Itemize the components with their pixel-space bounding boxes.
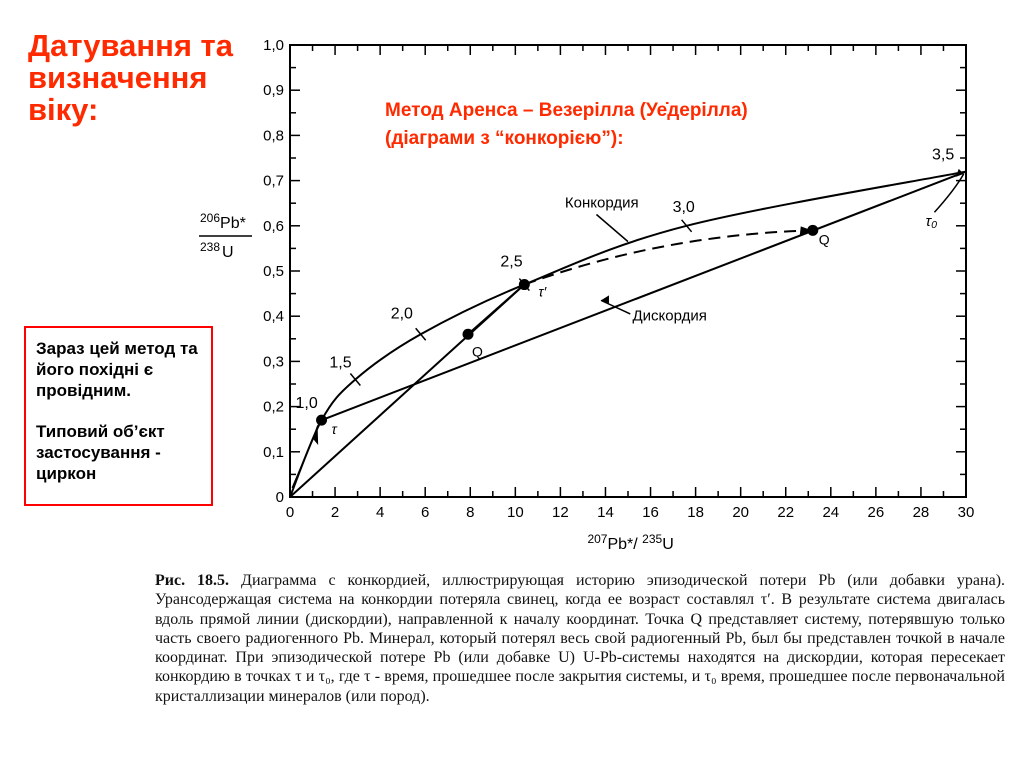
figure-caption	[155, 571, 1005, 706]
y-tick-label: 0,4	[263, 308, 284, 326]
y-tick-label: 0,6	[263, 217, 284, 235]
point-label: τ′	[538, 283, 547, 300]
age-tick-label: 2,5	[500, 253, 523, 271]
data-point	[463, 329, 474, 340]
chart-annotation: τ₀	[925, 212, 938, 230]
tau-pointer	[292, 429, 317, 488]
data-point	[519, 279, 530, 290]
x-tick-label: 24	[822, 504, 840, 521]
y-axis-label-denominator: $^{238}$ U	[200, 240, 234, 261]
method-line-2: (діаграми з “конкорією”):	[385, 128, 624, 149]
y-tick-label: 1,0	[263, 37, 284, 54]
x-tick-label: 30	[957, 504, 975, 521]
age-tick-label: 1,5	[329, 354, 352, 372]
y-tick-label: 0,1	[263, 443, 284, 461]
chart-annotation: Дискордия	[632, 307, 707, 325]
x-tick-label: 16	[642, 504, 659, 521]
x-tick-label: 0	[285, 504, 295, 521]
x-tick-label: 6	[421, 504, 430, 521]
x-tick-label: 22	[777, 504, 795, 521]
data-point	[316, 415, 327, 426]
series-line	[322, 172, 966, 421]
age-tick-label: 3,5	[932, 146, 955, 164]
method-line-1: Метод Аренса – Везерілла (Уе̇дерілла)	[385, 100, 748, 121]
caption-text: Диаграмма с конкордией, иллюстрирующая историю эпизодической потери Pb (или добавки урана). Урансодержащая система на конкордии потеряла свинец, когда ее возраст составлял τ′. В результате система двигалась вдоль прямой линии (дискордии), направленной к началу координат. Точка Q представляет систему, потерявшую только часть своего радиогенного Pb. Минерал, который потерял весь свой радиогенный Pb, был бы представлен точкой в начале координат. При эпизодической потере Pb (или добавке U) U-Pb-системы находятся на дискордии, которая пересекает конкордию в точках τ и τ₀, где τ - время, прошедшее после закрытия системы, и τ₀ время, прошедшее после первоначальной кристаллизации минералов (или пород).	[155, 572, 1006, 705]
note-paragraph-1: Зараз цей метод та його похідні є провідним.	[36, 339, 198, 400]
point-label: τ	[331, 421, 337, 438]
y-axis-label-numerator: $^{206}$Pb*	[200, 211, 246, 232]
y-tick-label: 0	[275, 489, 284, 506]
age-tick-label: 2,0	[390, 305, 413, 323]
loss-path-segment	[468, 285, 524, 335]
age-tick-label: 1,0	[295, 395, 318, 413]
data-point	[807, 225, 818, 236]
note-paragraph-2: Типовий об’єкт застосування - циркон	[36, 422, 165, 483]
y-tick-label: 0,9	[263, 82, 284, 100]
age-tick-label: 3,0	[672, 198, 695, 216]
y-tick-label: 0,8	[263, 127, 284, 145]
chart-annotation: Конкордия	[564, 194, 639, 212]
y-tick-label: 0,7	[263, 172, 284, 190]
age-tick-mark	[416, 328, 426, 340]
y-tick-label: 0,3	[263, 353, 284, 371]
x-tick-label: 10	[506, 504, 524, 521]
point-label: Q	[818, 231, 830, 248]
x-tick-label: 20	[732, 504, 750, 521]
caption-label: Рис. 18.5.	[155, 572, 230, 589]
tau0-pointer	[934, 174, 963, 212]
point-label: Q	[472, 343, 483, 360]
page-title: Датування та визначення віку:	[28, 28, 233, 127]
x-tick-label: 18	[687, 504, 704, 521]
x-tick-label: 2	[330, 504, 340, 521]
x-tick-label: 28	[912, 504, 930, 521]
x-tick-label: 4	[375, 504, 385, 521]
series-line	[524, 230, 812, 284]
concordia-pointer	[596, 215, 628, 242]
plot-frame	[290, 45, 966, 497]
y-tick-label: 0,5	[263, 263, 284, 280]
x-tick-label: 26	[867, 504, 885, 521]
x-tick-label: 14	[597, 504, 614, 521]
x-axis-label: $^{207}$Pb*/ $^{235}$U	[587, 532, 674, 553]
y-tick-label: 0,2	[263, 398, 284, 416]
x-tick-label: 12	[552, 504, 569, 521]
x-tick-label: 8	[466, 504, 475, 521]
series-line	[290, 172, 966, 497]
